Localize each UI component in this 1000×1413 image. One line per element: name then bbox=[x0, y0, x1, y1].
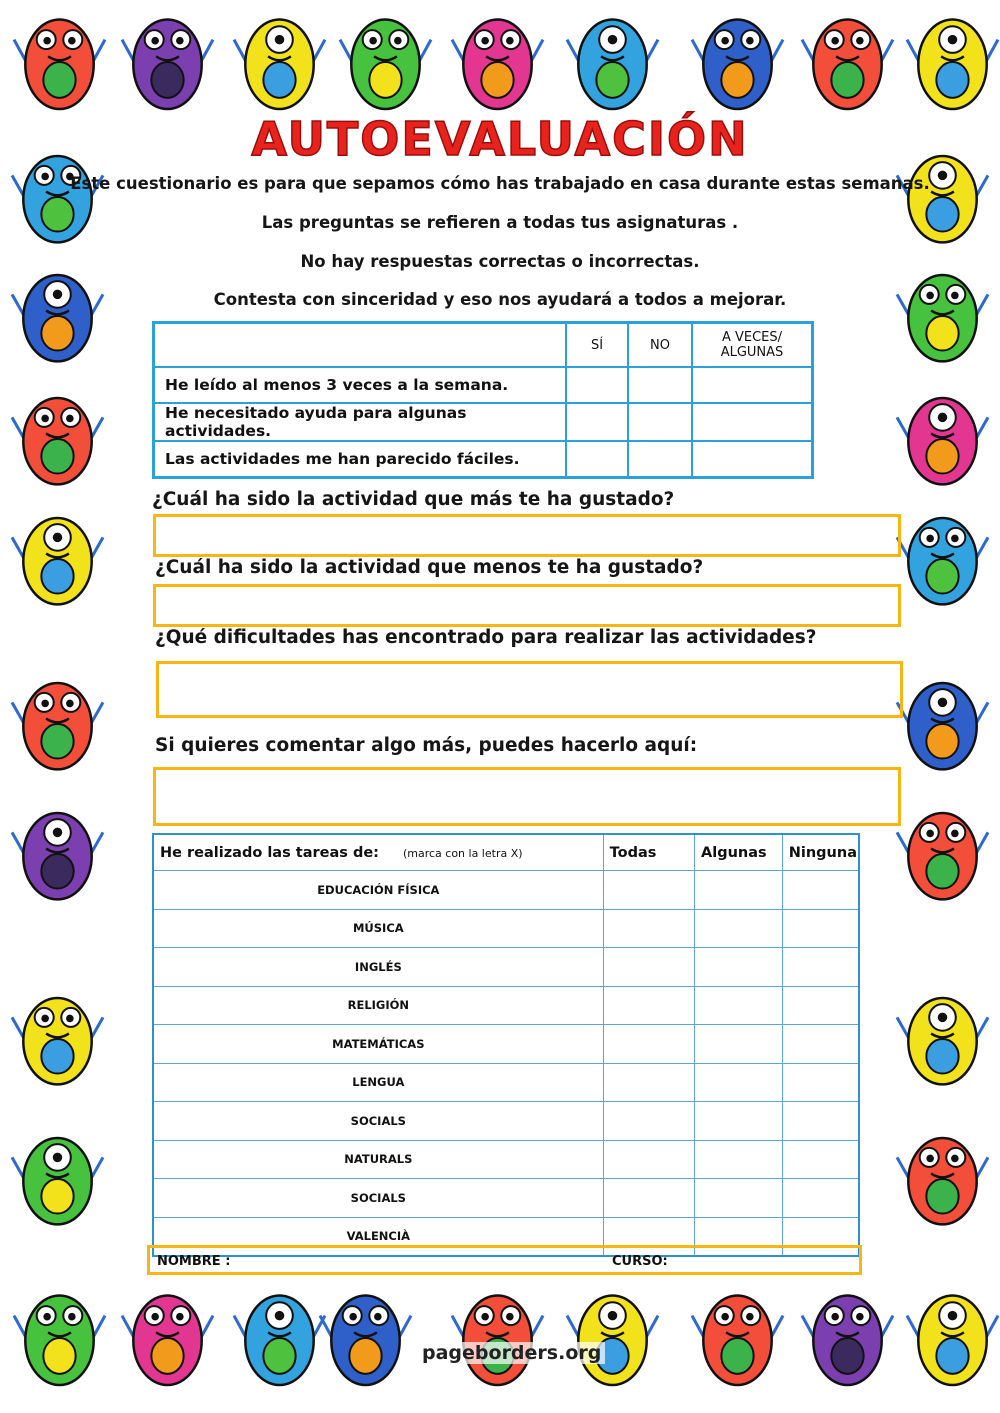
mark-some-cell[interactable] bbox=[695, 986, 783, 1025]
monster-icon bbox=[895, 1125, 990, 1237]
table-header-row bbox=[154, 323, 813, 368]
subject-label: VALENCIÀ bbox=[153, 1217, 603, 1256]
answer-box-difficulties[interactable] bbox=[156, 661, 903, 718]
intro-line-2: Las preguntas se refieren a todas tus asignaturas . bbox=[261, 213, 739, 232]
mark-all-cell[interactable] bbox=[603, 909, 694, 948]
monster-icon bbox=[10, 385, 105, 497]
intro-line-1: Este cuestionario es para que sepamos cómo has trabajado en casa durante estas semanas. bbox=[70, 174, 930, 193]
monster-icon bbox=[10, 670, 105, 782]
subjects-header-row bbox=[153, 834, 859, 871]
mark-none-cell[interactable] bbox=[782, 986, 859, 1025]
monster-icon bbox=[895, 985, 990, 1097]
subject-label: NATURALS bbox=[153, 1140, 603, 1179]
monster-icon bbox=[895, 670, 990, 782]
answer-no-cell[interactable] bbox=[628, 403, 692, 441]
table-row bbox=[154, 403, 813, 441]
answer-sometimes-cell[interactable] bbox=[692, 441, 813, 478]
monster-icon bbox=[338, 6, 433, 122]
monster-icon bbox=[120, 1282, 215, 1398]
footer-credit: pageborders.org bbox=[418, 1342, 605, 1364]
monster-icon bbox=[450, 1282, 545, 1398]
monster-icon bbox=[10, 1125, 105, 1237]
mark-some-cell[interactable] bbox=[695, 1063, 783, 1102]
table-row bbox=[153, 909, 859, 948]
monster-icon bbox=[318, 1282, 413, 1398]
question-least-favorite-activity: ¿Cuál ha sido la actividad que menos te ha gustado? bbox=[155, 557, 704, 578]
answer-no-cell[interactable] bbox=[628, 367, 692, 403]
subjects-header-label: He realizado las tareas de: bbox=[160, 844, 379, 861]
mark-some-cell[interactable] bbox=[695, 1179, 783, 1218]
mark-none-cell[interactable] bbox=[782, 871, 859, 910]
mark-some-cell[interactable] bbox=[695, 1140, 783, 1179]
subject-label: SOCIALS bbox=[153, 1102, 603, 1141]
monster-icon bbox=[565, 6, 660, 122]
mark-all-cell[interactable] bbox=[603, 1063, 694, 1102]
monster-icon bbox=[565, 1282, 660, 1398]
mark-some-cell[interactable] bbox=[695, 871, 783, 910]
header-sometimes: A VECES/ ALGUNAS bbox=[692, 323, 813, 368]
monster-icon bbox=[800, 6, 895, 122]
answer-yes-cell[interactable] bbox=[566, 403, 628, 441]
answer-sometimes-cell[interactable] bbox=[692, 367, 813, 403]
table-row bbox=[153, 1063, 859, 1102]
monster-icon bbox=[690, 1282, 785, 1398]
monster-icon bbox=[895, 505, 990, 617]
monster-icon bbox=[232, 6, 327, 122]
monster-icon bbox=[12, 1282, 107, 1398]
table-row bbox=[153, 1102, 859, 1141]
subjects-table bbox=[152, 833, 860, 1257]
mark-none-cell[interactable] bbox=[782, 1102, 859, 1141]
mark-none-cell[interactable] bbox=[782, 909, 859, 948]
monster-icon bbox=[450, 6, 545, 122]
question-favorite-activity: ¿Cuál ha sido la actividad que más te ha gustado? bbox=[152, 489, 675, 510]
statement-label: Las actividades me han parecido fáciles. bbox=[154, 441, 567, 478]
mark-all-cell[interactable] bbox=[603, 1140, 694, 1179]
subject-label: SOCIALS bbox=[153, 1179, 603, 1218]
mark-none-cell[interactable] bbox=[782, 948, 859, 987]
table-row bbox=[154, 367, 813, 403]
monster-icon bbox=[905, 6, 1000, 122]
mark-all-cell[interactable] bbox=[603, 871, 694, 910]
answer-no-cell[interactable] bbox=[628, 441, 692, 478]
subject-label: LENGUA bbox=[153, 1063, 603, 1102]
subject-label: MATEMÁTICAS bbox=[153, 1025, 603, 1064]
mark-some-cell[interactable] bbox=[695, 948, 783, 987]
subjects-header-note: (marca con la letra X) bbox=[402, 846, 523, 860]
mark-none-cell[interactable] bbox=[782, 1025, 859, 1064]
monster-icon bbox=[120, 6, 215, 122]
question-comments: Si quieres comentar algo más, puedes hacerlo aquí: bbox=[155, 735, 698, 756]
header-yes: SÍ bbox=[566, 323, 628, 368]
mark-all-cell[interactable] bbox=[603, 948, 694, 987]
intro-line-4: Contesta con sinceridad y eso nos ayudará a todos a mejorar. bbox=[213, 290, 787, 309]
monster-icon bbox=[895, 262, 990, 374]
column-none: Ninguna bbox=[782, 834, 859, 871]
question-difficulties: ¿Qué dificultades has encontrado para realizar las actividades? bbox=[155, 627, 817, 648]
table-row bbox=[153, 1140, 859, 1179]
subjects-header bbox=[153, 834, 603, 871]
name-course-box[interactable] bbox=[147, 1245, 862, 1275]
mark-none-cell[interactable] bbox=[782, 1063, 859, 1102]
table-row bbox=[153, 871, 859, 910]
answer-box-favorite[interactable] bbox=[153, 514, 901, 557]
mark-some-cell[interactable] bbox=[695, 909, 783, 948]
header-no: NO bbox=[628, 323, 692, 368]
answer-box-least-favorite[interactable] bbox=[153, 584, 901, 627]
subject-label: RELIGIÓN bbox=[153, 986, 603, 1025]
mark-some-cell[interactable] bbox=[695, 1025, 783, 1064]
column-all: Todas bbox=[603, 834, 694, 871]
subject-label: EDUCACIÓN FÍSICA bbox=[153, 871, 603, 910]
table-row bbox=[154, 441, 813, 478]
self-assessment-table bbox=[152, 321, 814, 479]
monster-icon bbox=[10, 985, 105, 1097]
course-label: CURSO: bbox=[612, 1254, 668, 1269]
mark-all-cell[interactable] bbox=[603, 1102, 694, 1141]
statement-label: He necesitado ayuda para algunas actividades. bbox=[154, 403, 567, 441]
answer-sometimes-cell[interactable] bbox=[692, 403, 813, 441]
monster-icon bbox=[895, 800, 990, 912]
subject-rows bbox=[153, 871, 859, 1257]
monster-icon bbox=[800, 1282, 895, 1398]
column-some: Algunas bbox=[695, 834, 783, 871]
table-row bbox=[153, 1025, 859, 1064]
monster-icon bbox=[232, 1282, 327, 1398]
mark-all-cell[interactable] bbox=[603, 1179, 694, 1218]
statement-label: He leído al menos 3 veces a la semana. bbox=[154, 367, 567, 403]
page-title: AUTOEVALUACIÓN bbox=[251, 112, 749, 166]
subject-label: MÚSICA bbox=[153, 909, 603, 948]
monster-icon bbox=[905, 1282, 1000, 1398]
monster-icon bbox=[12, 6, 107, 122]
subject-label: INGLÉS bbox=[153, 948, 603, 987]
answer-box-comments[interactable] bbox=[153, 767, 901, 826]
mark-none-cell[interactable] bbox=[782, 1140, 859, 1179]
table-row bbox=[153, 1179, 859, 1218]
mark-some-cell[interactable] bbox=[695, 1102, 783, 1141]
monster-icon bbox=[10, 800, 105, 912]
header-blank bbox=[154, 323, 567, 368]
monster-icon bbox=[10, 262, 105, 374]
table-row bbox=[153, 948, 859, 987]
mark-all-cell[interactable] bbox=[603, 1025, 694, 1064]
monster-icon bbox=[895, 385, 990, 497]
answer-yes-cell[interactable] bbox=[566, 441, 628, 478]
mark-none-cell[interactable] bbox=[782, 1179, 859, 1218]
mark-all-cell[interactable] bbox=[603, 986, 694, 1025]
monster-icon bbox=[10, 505, 105, 617]
answer-yes-cell[interactable] bbox=[566, 367, 628, 403]
monster-icon bbox=[690, 6, 785, 122]
intro-line-3: No hay respuestas correctas o incorrectas. bbox=[300, 252, 700, 271]
name-label: NOMBRE : bbox=[157, 1254, 231, 1269]
table-row bbox=[153, 986, 859, 1025]
